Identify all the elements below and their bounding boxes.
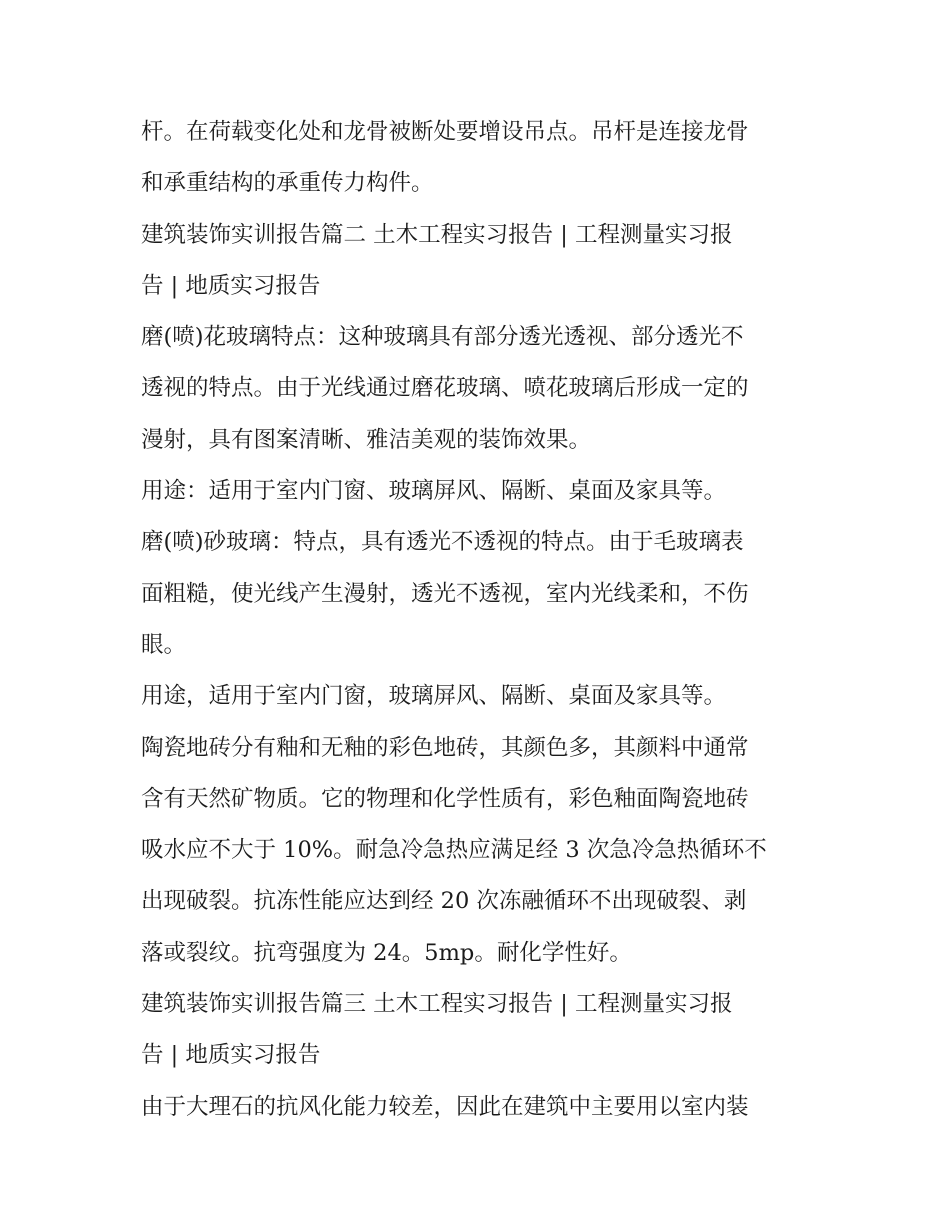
- text-line: 含有天然矿物质。它的物理和化学性质有，彩色釉面陶瓷地砖: [141, 785, 749, 812]
- text-line: 告 | 地质实习报告: [141, 272, 321, 299]
- text-line: 出现破裂。抗冻性能应达到经 20 次冻融循环不出现破裂、剥: [141, 888, 747, 915]
- text-line: 透视的特点。由于光线通过磨花玻璃、喷花玻璃后形成一定的: [141, 375, 749, 402]
- text-line: 由于大理石的抗风化能力较差，因此在建筑中主要用以室内装: [141, 1093, 749, 1120]
- text-line: 眼。: [141, 631, 187, 658]
- text-line: 吸水应不大于 10%。耐急冷急热应满足经 3 次急冷急热循环不: [141, 837, 767, 864]
- text-line: 陶瓷地砖分有釉和无釉的彩色地砖，其颜色多，其颜料中通常: [141, 734, 749, 761]
- text-line: 漫射，具有图案清晰、雅洁美观的装饰效果。: [141, 426, 592, 453]
- text-line: 落或裂纹。抗弯强度为 24。5mp。耐化学性好。: [141, 939, 632, 966]
- text-line: 用途：适用于室内门窗、玻璃屏风、隔断、桌面及家具等。: [141, 478, 727, 505]
- section-heading-part-two: [141, 210, 821, 313]
- document-body: [141, 107, 821, 1133]
- paragraph-ceramic-floor-tiles: [141, 723, 821, 979]
- paragraph-sandblasted-glass-features: [141, 517, 821, 671]
- text-line: 磨(喷)砂玻璃：特点，具有透光不透视的特点。由于毛玻璃表: [141, 529, 744, 556]
- text-line: 面粗糙，使光线产生漫射，透光不透视，室内光线柔和，不伤: [141, 580, 749, 607]
- paragraph-sandblasted-glass-usage: [141, 671, 821, 722]
- text-line: 和承重结构的承重传力构件。: [141, 170, 434, 197]
- text-line: 告 | 地质实习报告: [141, 1042, 321, 1069]
- paragraph-frosted-glass-usage: [141, 466, 821, 517]
- text-line: 建筑装饰实训报告篇二 土木工程实习报告 | 工程测量实习报: [141, 221, 733, 248]
- paragraph-marble: [141, 1082, 821, 1133]
- section-heading-part-three: [141, 979, 821, 1082]
- paragraph-suspension-rod: [141, 107, 821, 210]
- text-line: 杆。在荷载变化处和龙骨被断处要增设吊点。吊杆是连接龙骨: [141, 119, 749, 145]
- paragraph-frosted-glass-features: [141, 312, 821, 466]
- text-line: 用途，适用于室内门窗，玻璃屏风、隔断、桌面及家具等。: [141, 683, 727, 710]
- text-line: 建筑装饰实训报告篇三 土木工程实习报告 | 工程测量实习报: [141, 991, 733, 1018]
- text-line: 磨(喷)花玻璃特点：这种玻璃具有部分透光透视、部分透光不: [141, 324, 744, 351]
